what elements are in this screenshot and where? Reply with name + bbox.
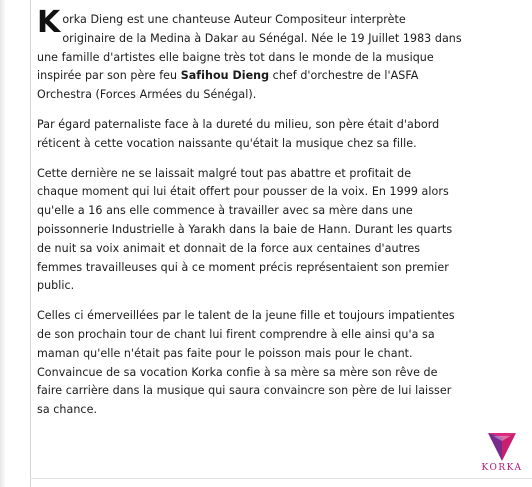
logo-wordmark: KORKA bbox=[481, 463, 523, 473]
text-line: originaire de la Medina à Dakar au Sénégal. Née le 19 Juillet 1983 dans bbox=[62, 31, 462, 45]
text-run: inspirée par son père feu bbox=[37, 69, 181, 83]
text-line: poissonnerie Industrielle à Yarakh dans la baie de Hann. Durant les quarts bbox=[37, 222, 453, 236]
text-line: sa chance. bbox=[37, 403, 98, 417]
text-line: Orchestra (Forces Armées du Sénégal). bbox=[37, 88, 257, 102]
page-edge-shadow bbox=[0, 0, 6, 487]
text-line: faire carrière dans la musique qui saura convaincre son père de lui laisser bbox=[37, 384, 452, 398]
text-line: qu'elle a 16 ans elle commence à travailler avec sa mère dans une bbox=[37, 204, 413, 218]
text-line: orka Dieng est une chanteuse Auteur Compositeur interprète bbox=[62, 13, 406, 26]
text-line: chaque moment qui lui était offert pour pousser de la voix. En 1999 alors bbox=[37, 185, 449, 199]
drop-cap: K bbox=[37, 5, 61, 40]
text-line: Cette dernière ne se laissait malgré tout pas abattre et profitait de bbox=[37, 166, 412, 180]
korka-logo bbox=[480, 432, 524, 478]
text-line: Convaincue de sa vocation Korka confie à sa mère sa mère son rêve de bbox=[37, 365, 438, 379]
text-line: Par égard paternaliste face à la dureté du milieu, son père était d'abord bbox=[37, 117, 440, 131]
text-line: maman qu'elle n'était pas faite pour le poisson mais pour le chant. bbox=[37, 346, 413, 360]
triangle-logo-icon bbox=[487, 432, 517, 462]
paragraph-father bbox=[37, 116, 524, 154]
text-line bbox=[37, 49, 524, 68]
father-name: Safihou Dieng bbox=[180, 69, 270, 83]
paragraph-intro bbox=[37, 7, 524, 105]
text-line: de son prochain tour de chant lui firent comprendre à elle ainsi qu'a sa bbox=[37, 327, 435, 341]
biography-text bbox=[37, 7, 524, 431]
text-run: une famille d'artistes elle baigne très tot dans le monde de la musique bbox=[37, 50, 434, 64]
text-run: chef d'orchestre de l'ASFA bbox=[269, 69, 419, 83]
paragraph-early-career bbox=[37, 165, 524, 297]
text-line: public. bbox=[37, 279, 75, 293]
left-margin-rule bbox=[30, 0, 31, 487]
text-line bbox=[37, 67, 524, 86]
text-line: Celles ci émerveillées par le talent de la jeune fille et toujours impatientes bbox=[37, 309, 455, 323]
paragraph-vocation bbox=[37, 307, 524, 420]
text-line: femmes travailleuses qui à ce moment précis représentaient son premier bbox=[37, 260, 449, 274]
text-line: de nuit sa voix animait et donnait de la force aux centaines d'autres bbox=[37, 241, 421, 255]
bottom-margin-rule bbox=[30, 478, 532, 479]
text-line: réticent à cette vocation naissante qu'était la musique chez sa fille. bbox=[37, 136, 417, 150]
